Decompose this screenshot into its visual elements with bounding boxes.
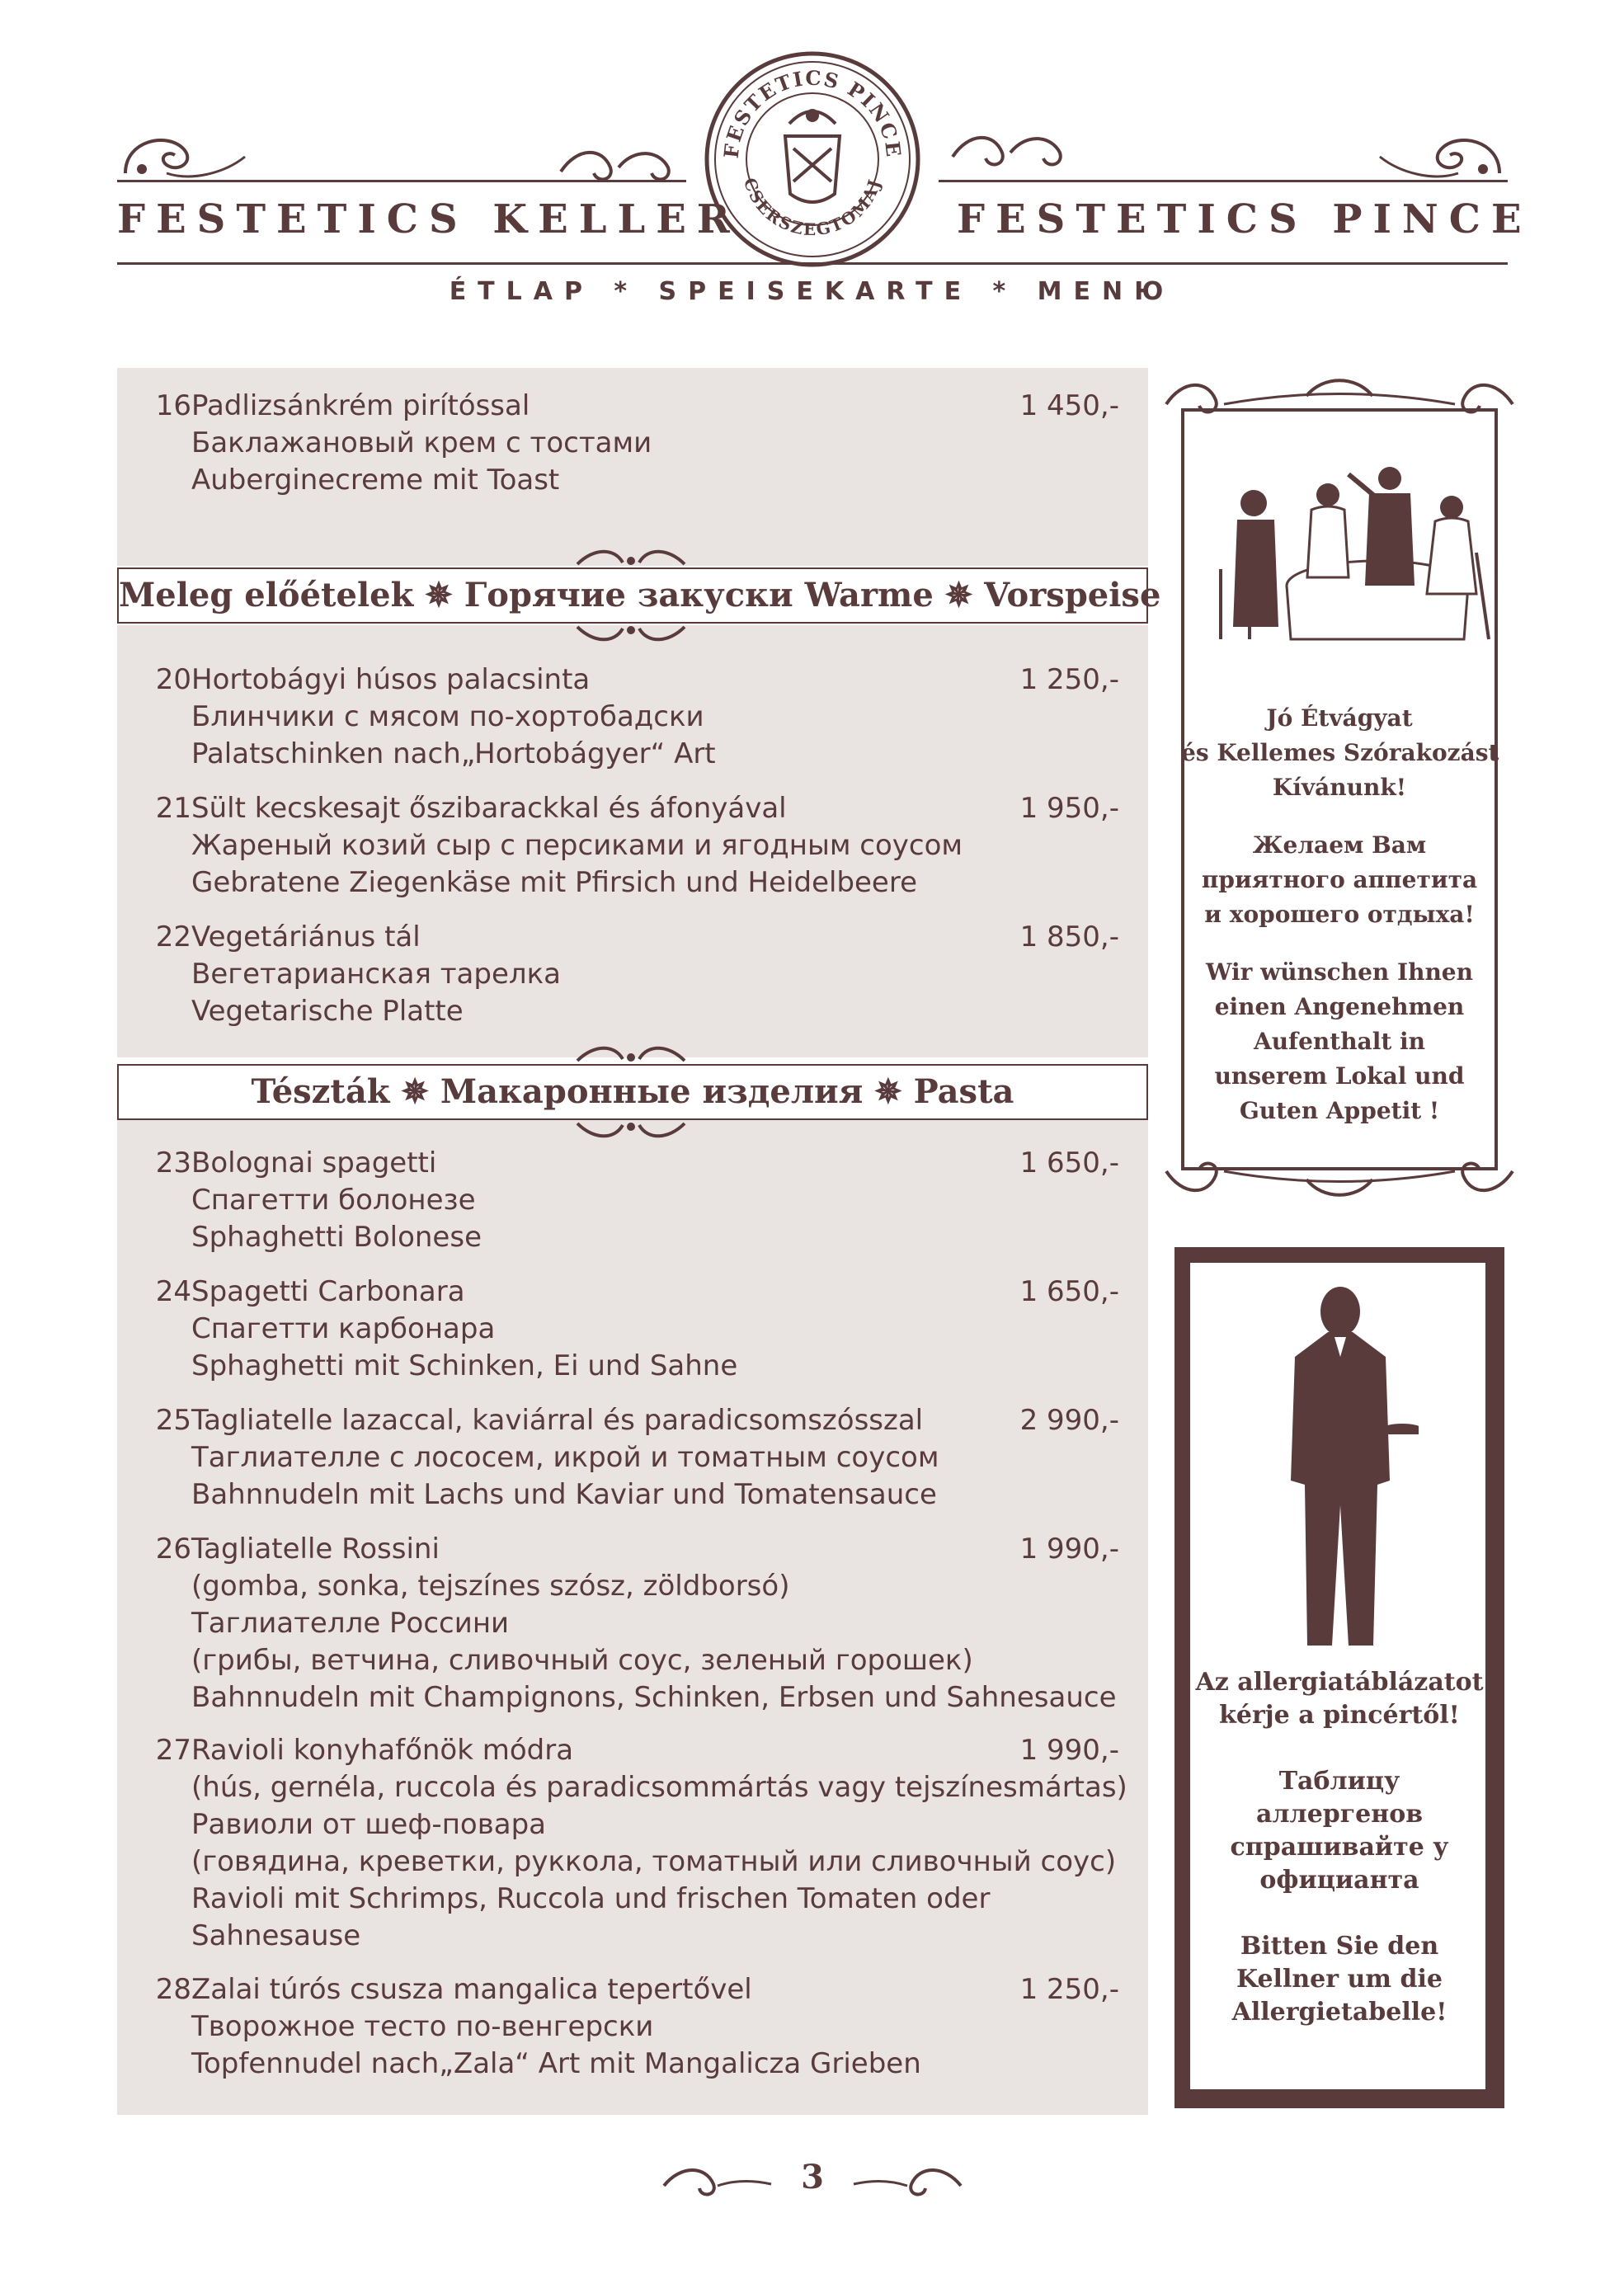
ornament-scroll-left-icon — [117, 124, 249, 190]
item-name-ru: Вегетарианская тарелка — [191, 958, 561, 991]
allergy-ru — [1174, 1765, 1504, 1897]
item-name-de: Topfennudel nach„Zala“ Art mit Mangalicza Grieben — [191, 2047, 921, 2080]
item-name-de: Bahnnudeln mit Lachs und Kaviar und Tomatensauce — [191, 1478, 937, 1511]
allergy-de-line: Kellner um die — [1236, 1965, 1443, 1994]
item-note-ru: (говядина, креветки, руккола, томатный или сливочный соус) — [191, 1845, 1117, 1878]
allergy-ru-line: спрашивайте у — [1230, 1833, 1449, 1862]
allergy-ru-line: Таблицу — [1278, 1767, 1400, 1796]
item-price: 1 950,- — [1019, 792, 1119, 825]
section-heading-warm-starters: Meleg előételek ✵ Горячие закуски Warme ✵ Vorspeise — [117, 567, 1148, 624]
allergy-hu-line: kérje a pincértől! — [1219, 1701, 1460, 1730]
allergy-de — [1174, 1930, 1504, 2029]
greeting-de — [1181, 955, 1498, 1128]
item-name-de: Bahnnudeln mit Champignons, Schinken, Erbsen und Sahnesauce — [191, 1681, 1117, 1714]
section-ornament-bottom-icon — [569, 1117, 693, 1140]
item-number: 16 — [155, 389, 191, 422]
item-name-de: Palatschinken nach„Hortobágyer“ Art — [191, 737, 716, 770]
item-price: 1 450,- — [1019, 389, 1119, 422]
item-price: 1 250,- — [1019, 663, 1119, 696]
allergy-hu — [1174, 1666, 1504, 1732]
greeting-hu-line: és Kellemes Szórakozást — [1181, 739, 1499, 766]
item-price: 1 650,- — [1019, 1275, 1119, 1308]
greeting-hu-line: Jó Étvágyat — [1266, 704, 1413, 732]
item-note-hu: (hús, gernéla, ruccola és paradicsommártás vagy tejszínesmártas) — [191, 1771, 1127, 1804]
item-price: 1 990,- — [1019, 1533, 1119, 1566]
section-heading-pasta: Tészták ✵ Макаронные изделия ✵ Pasta — [117, 1064, 1148, 1120]
item-price: 1 850,- — [1019, 920, 1119, 953]
item-number: 20 — [155, 663, 191, 696]
item-name-hu: Hortobágyi húsos palacsinta — [191, 663, 591, 696]
item-number: 25 — [155, 1404, 191, 1437]
item-number: 26 — [155, 1533, 191, 1566]
item-name-hu: Sült kecskesajt őszibarackkal és áfonyával — [191, 792, 787, 825]
item-name-ru: Блинчики с мясом по-хортобадски — [191, 700, 704, 733]
greeting-ru-line: Желаем Вам — [1252, 831, 1427, 859]
item-note-hu: (gomba, sonka, tejszínes szósz, zöldborsó) — [191, 1570, 790, 1603]
item-name-de: Sphaghetti Bolonese — [191, 1221, 482, 1254]
page-number: 3 — [801, 2158, 824, 2196]
item-name-hu: Tagliatelle lazaccal, kaviárral és paradicsomszósszal — [191, 1404, 924, 1437]
footer-ornament-left-icon — [660, 2161, 775, 2202]
item-name-ru: Таглиателле с лососем, икрой и томатным соусом — [191, 1441, 939, 1474]
item-name-hu: Ravioli konyhafőnök módra — [191, 1734, 574, 1767]
item-price: 2 990,- — [1019, 1404, 1119, 1437]
section-ornament-bottom-icon — [569, 620, 693, 643]
item-name-hu: Bolognai spagetti — [191, 1146, 437, 1179]
header-left-title: FESTETICS KELLER — [117, 196, 741, 242]
allergy-hu-line: Az allergiatáblázatot — [1195, 1668, 1484, 1697]
greeting-hu — [1181, 701, 1498, 805]
item-name-ru: Спагетти болонезе — [191, 1184, 476, 1217]
item-name-de: Ravioli mit Schrimps, Ruccola und frischen Tomaten oder — [191, 1882, 991, 1915]
header-right-title: FESTETICS PINCE — [957, 196, 1532, 242]
waiter-silhouette-icon — [1262, 1283, 1419, 1654]
item-name-ru: Баклажановый крем с тостами — [191, 426, 652, 459]
item-name-ru: Творожное тесто по-венгерски — [191, 2010, 654, 2043]
dining-scene-illustration-icon — [1212, 462, 1493, 652]
greeting-ru — [1181, 828, 1498, 932]
item-name-hu: Vegetáriánus tál — [191, 920, 421, 953]
item-number: 24 — [155, 1275, 191, 1308]
item-name-de: Sphaghetti mit Schinken, Ei und Sahne — [191, 1349, 738, 1382]
item-name-hu: Padlizsánkrém pirítóssal — [191, 389, 530, 422]
ornament-scroll-right-icon — [1376, 124, 1508, 190]
allergy-de-line: Bitten Sie den — [1240, 1932, 1439, 1961]
item-name-de: Auberginecreme mit Toast — [191, 464, 560, 497]
item-name-ru: Равиоли от шеф-повара — [191, 1808, 547, 1841]
greeting-hu-line: Kívánunk! — [1272, 774, 1407, 801]
item-name-de: Vegetarische Platte — [191, 995, 464, 1028]
footer-ornament-right-icon — [850, 2161, 965, 2202]
item-name-hu: Tagliatelle Rossini — [191, 1533, 440, 1566]
item-name-hu: Zalai túrós csusza mangalica tepertővel — [191, 1973, 752, 2006]
item-name-ru: Таглиателле Россини — [191, 1607, 510, 1640]
greeting-de-line: unserem Lokal und — [1214, 1062, 1465, 1090]
ornament-scroll-center-right-icon — [944, 124, 1068, 181]
allergy-ru-line: аллергенов — [1255, 1800, 1424, 1829]
item-name-de-cont: Sahnesause — [191, 1919, 361, 1952]
item-number: 21 — [155, 792, 191, 825]
header-bottom-line — [117, 262, 1508, 265]
greeting-ru-line: и хорошего отдыха! — [1204, 901, 1475, 928]
item-number: 22 — [155, 920, 191, 953]
ornament-frame-bottom-icon — [1158, 1146, 1521, 1204]
greeting-de-line: Wir wünschen Ihnen — [1206, 958, 1473, 986]
item-number: 28 — [155, 1973, 191, 2006]
item-note-ru: (грибы, ветчина, сливочный соус, зеленый горошек) — [191, 1644, 973, 1677]
allergy-de-line: Allergietabelle! — [1231, 1998, 1447, 2027]
item-name-de: Gebratene Ziegenkäse mit Pfirsich und Heidelbeere — [191, 866, 917, 899]
item-price: 1 990,- — [1019, 1734, 1119, 1767]
item-price: 1 650,- — [1019, 1146, 1119, 1179]
item-number: 23 — [155, 1146, 191, 1179]
logo-ring-text: FESTETICS PINCE — [718, 65, 906, 160]
item-number: 27 — [155, 1734, 191, 1767]
greeting-ru-line: приятного аппетита — [1201, 866, 1478, 893]
greeting-de-line: einen Angenehmen — [1214, 993, 1465, 1020]
allergy-ru-line: официанта — [1259, 1866, 1419, 1895]
item-price: 1 250,- — [1019, 1973, 1119, 2006]
item-name-ru: Жареный козий сыр с персиками и ягодным соусом — [191, 829, 963, 862]
greeting-de-line: Guten Appetit ! — [1239, 1097, 1440, 1124]
item-name-ru: Спагетти карбонара — [191, 1312, 496, 1345]
ornament-scroll-center-left-icon — [553, 139, 676, 196]
greeting-de-line: Aufenthalt in — [1253, 1028, 1426, 1055]
menu-subtitle: ÉTLAP * SPEISEKARTE * MENЮ — [449, 277, 1175, 306]
logo-bottom-text: CSERSZEGTOMAJ — [739, 175, 885, 240]
item-name-hu: Spagetti Carbonara — [191, 1275, 465, 1308]
